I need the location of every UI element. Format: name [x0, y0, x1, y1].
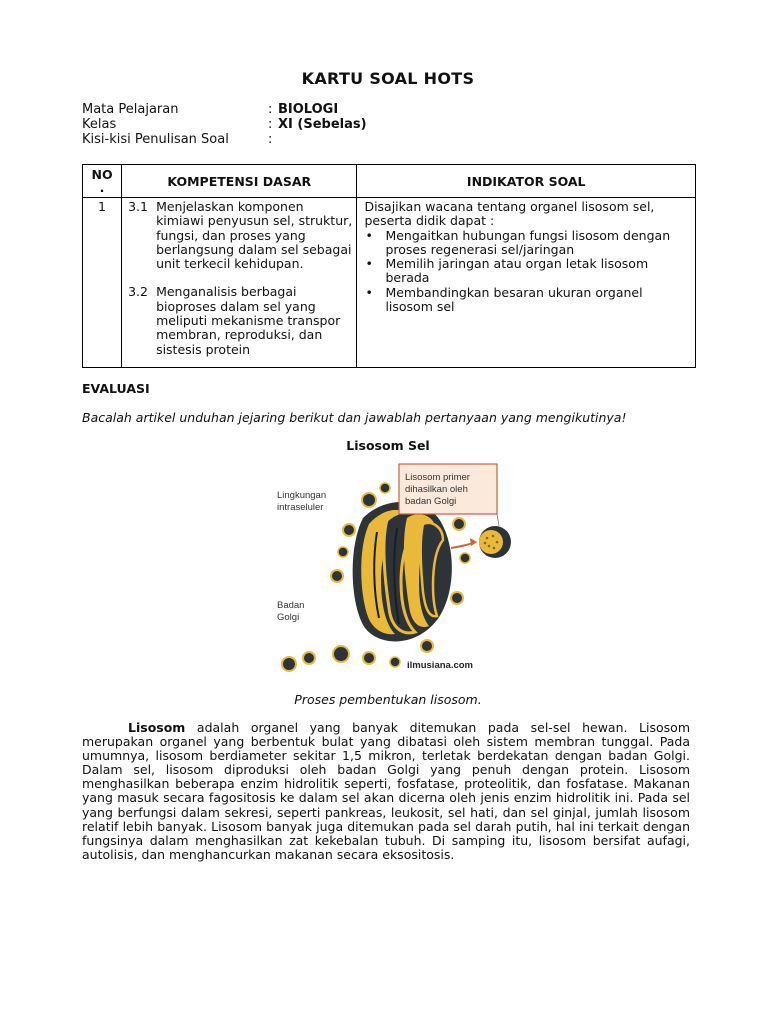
table-header-row	[83, 165, 696, 198]
section-heading-evaluasi: EVALUASI	[82, 381, 150, 396]
arrowhead-icon	[470, 538, 477, 546]
kd-item	[128, 200, 352, 271]
kd-number: 3.1	[128, 199, 148, 214]
kd-cell	[122, 198, 357, 368]
golgi-body-illustration	[353, 502, 452, 642]
meta-value: BIOLOGI	[278, 102, 339, 117]
header-no	[83, 165, 122, 198]
figure-caption: Proses pembentukan lisosom.	[294, 692, 482, 707]
paragraph-lead: Lisosom	[128, 720, 186, 735]
meta-colon: :	[268, 102, 273, 117]
label-intracellular: intraseluler	[277, 502, 324, 513]
paragraph-text: adalah organel yang banyak ditemukan pada sel-sel hewan. Lisosom merupakan organel yang berbentuk bulat yang dibatasi oleh sistem membran tunggal. Pada umumnya, lisosom berdiameter sekitar 1,5 mikron, terletak berdekatan dengan badan Golgi. Dalam sel, lisosom diproduksi oleh badan Golgi yang penuh dengan protein. Lisosom menghasilkan beberapa enzim hidrolitik seperti, fosfatase, proteolitik, dan fosfatase. Makanan yang masuk secara fagositosis ke dalam sel akan dicerna oleh jenis enzim hidrolitik ini. Pada sel yang berfungsi dalam sekresi, seperti pankreas, leukosit, sel hati, dan sel ginjal, jumlah lisosom relatif lebih banyak. Lisosom banyak juga ditemukan pada sel darah putih, hal ini terkait dengan fungsinya dalam menghasilkan zat kekebalan tubuh. Di samping itu, lisosom bersifat aufagi, autolisis, dan menghancurkan makanan secara eksositosis.	[82, 720, 690, 862]
indikator-item: Membandingkan besaran ukuran organel lisosom sel	[385, 284, 643, 315]
list-item	[364, 286, 691, 315]
meta-label: Mata Pelajaran	[82, 102, 179, 117]
meta-value: XI (Sebelas)	[278, 117, 367, 132]
meta-row-subject	[82, 102, 694, 117]
header-kd: KOMPETENSI DASAR	[122, 165, 357, 198]
callout-text: badan Golgi	[405, 496, 457, 507]
indikator-item: Memilih jaringan atau organ letak lisosom berada	[385, 256, 649, 286]
table-row	[83, 198, 696, 368]
kd-item	[128, 285, 352, 356]
label-intracellular: Lingkungan	[277, 490, 327, 501]
callout-text: dihasilkan oleh	[405, 484, 468, 495]
meta-label: Kelas	[82, 117, 117, 132]
meta-colon: :	[268, 117, 273, 132]
bullet-icon: •	[365, 256, 373, 272]
kd-text: Menjelaskan komponen kimiawi penyusun sel, struktur, fungsi, dan proses yang berlangsung dalam sel sebagai unit terkecil kehidupan.	[156, 199, 353, 272]
list-item	[364, 257, 691, 286]
callout-text: Lisosom primer	[405, 472, 470, 483]
question-grid-table	[82, 164, 696, 368]
figure-title: Lisosom Sel	[346, 438, 430, 453]
bullet-icon: •	[365, 284, 373, 300]
label-golgi: Badan	[277, 600, 305, 611]
meta-block	[82, 102, 694, 147]
instruction-text: Bacalah artikel unduhan jejaring berikut dan jawablah pertanyaan yang mengikutinya!	[82, 410, 627, 425]
lysosome-icon	[479, 526, 511, 558]
header-no-dot: .	[99, 180, 105, 195]
kd-number: 3.2	[128, 284, 148, 300]
page-title: KARTU SOAL HOTS	[301, 69, 475, 88]
callout-leader	[497, 514, 499, 526]
meta-colon: :	[268, 132, 273, 147]
header-no-text: NO	[91, 167, 113, 182]
golgi-lysosome-figure	[277, 458, 512, 680]
indikator-intro: Disajikan wacana tentang organel lisosom sel, peserta didik dapat :	[364, 199, 655, 229]
bullet-icon: •	[365, 227, 373, 243]
row-number: 1	[83, 198, 122, 368]
kd-text: Menganalisis berbagai bioproses dalam sel yang meliputi mekanisme transpor membran, reproduksi, dan sistesis protein	[156, 284, 341, 357]
label-golgi: Golgi	[277, 612, 300, 623]
watermark: ilmusiana.com	[407, 660, 473, 671]
meta-row-class	[82, 117, 694, 132]
meta-label: Kisi-kisi Penulisan Soal	[82, 132, 229, 147]
indikator-item: Mengaitkan hubungan fungsi lisosom dengan proses regenerasi sel/jaringan	[385, 227, 671, 257]
indikator-cell	[357, 198, 696, 368]
meta-row-grid	[82, 132, 694, 147]
header-indikator: INDIKATOR SOAL	[357, 165, 696, 198]
article-paragraph	[82, 721, 690, 862]
list-item	[364, 229, 691, 258]
